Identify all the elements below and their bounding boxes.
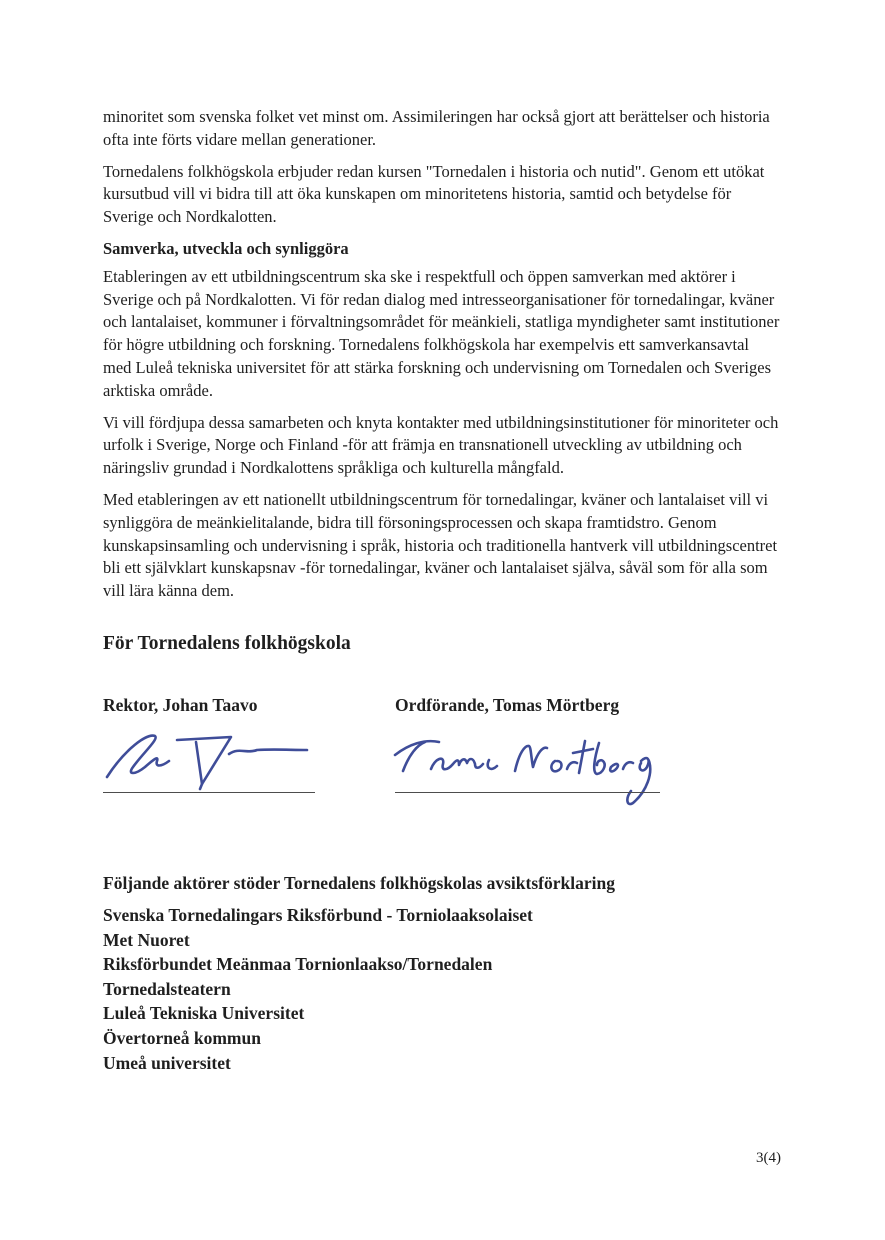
supporters-list — [103, 903, 780, 1075]
signoff-heading: För Tornedalens folkhögskola — [103, 632, 351, 654]
supporter-item: Tornedalsteatern — [103, 978, 231, 999]
tomas-mortberg-signature — [391, 727, 661, 807]
body-paragraph-5: Med etableringen av ett nationellt utbildningscentrum för tornedalingar, kväner och lantalaiset vill vi synliggöra de meänkielitalande, bidra till försoningsprocessen och skapa framtidstro. Genom kunskapsinsamling och undervisning i språk, historia och traditionella hantverk vill utbildningscentret bli ett självklart kunskapsnav -för tornedalingar, kväner och lantalaiset själva, såväl som för alla som vill lära känna dem. — [103, 489, 778, 601]
signature-row — [103, 693, 780, 793]
signature-label-ordforande: Ordförande, Tomas Mörtberg — [395, 694, 620, 715]
signature-area-rektor — [103, 727, 395, 793]
supporter-item: Umeå universitet — [103, 1052, 231, 1073]
supporter-item: Met Nuoret — [103, 929, 190, 950]
body-paragraph-1: minoritet som svenska folket vet minst om. Assimileringen har också gjort att berättelser och historia ofta inte förts vidare mellan generationer. — [103, 107, 770, 149]
signature-block-rektor — [103, 693, 395, 793]
body-paragraph-4: Vi vill fördjupa dessa samarbeten och knyta kontakter med utbildningsinstitutioner för minoriteter och urfolk i Sverige, Norge och Finland -för att främja en transnationell utveckling av utbildning och näringsliv grundad i Nordkalottens språkliga och kulturella mångfald. — [103, 412, 779, 478]
document-body — [103, 106, 780, 1075]
body-paragraph-2: Tornedalens folkhögskola erbjuder redan kursen "Tornedalen i historia och nutid". Genom ett utökat kursutbud vill vi bidra till att öka kunskapen om minoritetens historia, samtid och betydelse för Sverige och Nordkalotten. — [103, 161, 765, 227]
supporter-item: Övertorneå kommun — [103, 1027, 261, 1048]
supporters-heading: Följande aktörer stöder Tornedalens folkhögskolas avsiktsförklaring — [103, 872, 615, 893]
supporter-item: Svenska Tornedalingars Riksförbund - Torniolaaksolaiset — [103, 904, 533, 925]
signature-line — [395, 792, 660, 793]
signature-label-rektor: Rektor, Johan Taavo — [103, 694, 258, 715]
supporter-item: Luleå Tekniska Universitet — [103, 1003, 305, 1024]
page-number: 3(4) — [756, 1150, 781, 1166]
johan-taavo-signature — [99, 727, 321, 789]
body-paragraph-3: Etableringen av ett utbildningscentrum ska ske i respektfull och öppen samverkan med aktörer i Sverige och på Nordkalotten. Vi för redan dialog med intresseorganisationer för tornedalingar, kväner och lantalaiset, kommuner i förvaltningsområdet för meänkieli, statliga myndigheter samt institutioner för högre utbildning och forskning. Tornedalens folkhögskola har exempelvis ett samverkansavtal med Luleå tekniska universitet för att stärka forskning och undervisning om Tornedalen och Sveriges arktiska område. — [103, 266, 780, 400]
section-heading-collaborate: Samverka, utveckla och synliggöra — [103, 238, 349, 258]
signature-area-ordforande — [395, 727, 665, 793]
supporter-item: Riksförbundet Meänmaa Tornionlaakso/Tornedalen — [103, 954, 493, 975]
signature-line — [103, 792, 315, 793]
signature-block-ordforande — [395, 693, 665, 793]
